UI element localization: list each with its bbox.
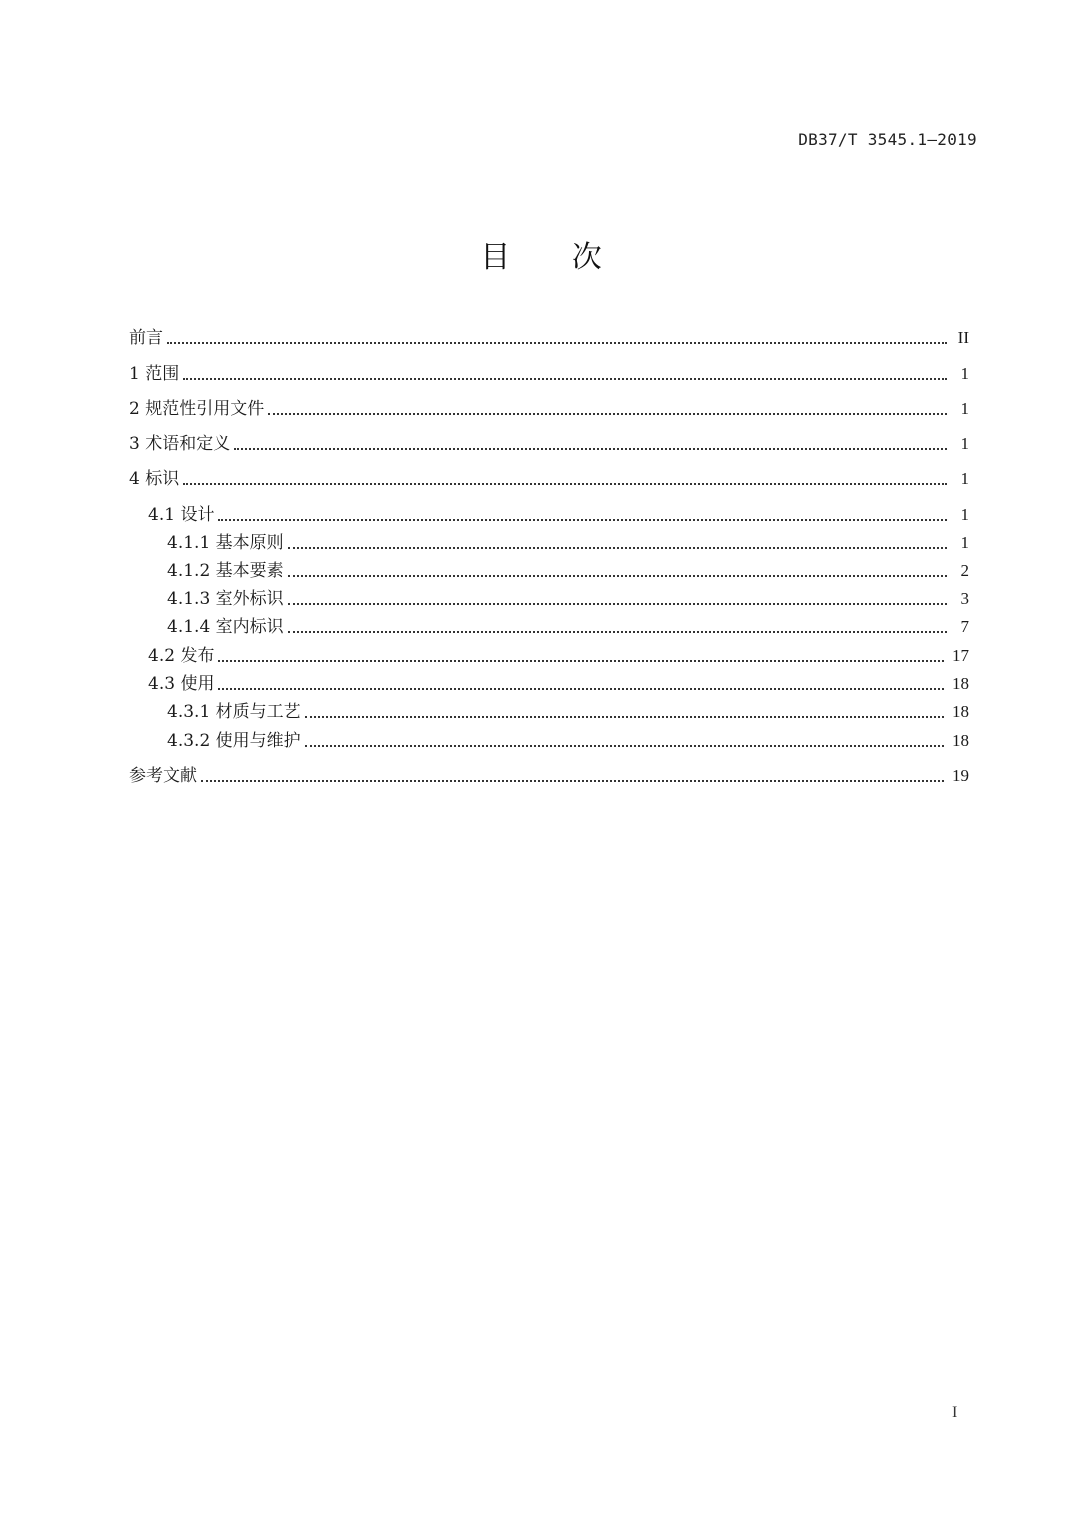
toc-dot-leader	[218, 636, 944, 662]
toc-entry-page: 1	[960, 364, 969, 383]
toc-entry-page: 17	[952, 646, 969, 665]
toc-entry-label: 参考文献	[129, 766, 197, 786]
toc-entry-page: 18	[952, 731, 969, 750]
toc-dot-leader	[288, 607, 947, 633]
page-number: I	[952, 1404, 958, 1421]
toc-entry-page: 2	[960, 561, 969, 580]
toc-entry-label: 前言	[129, 328, 163, 348]
toc-entry-label: 4.3.1 材质与工艺	[167, 702, 301, 722]
toc-entry-label: 4.1 设计	[148, 505, 215, 525]
toc-entry-page: 7	[960, 617, 969, 636]
toc-entry-label: 4.1.4 室内标识	[167, 617, 284, 637]
toc-entry-label: 4.1.2 基本要素	[167, 561, 284, 581]
toc-entry-label: 4.1.3 室外标识	[167, 589, 284, 609]
toc-entry-page: 1	[960, 399, 969, 418]
toc-dot-leader	[288, 579, 947, 605]
toc-entry-label: 4.2 发布	[148, 646, 215, 666]
toc-dot-leader	[218, 664, 944, 690]
toc-dot-leader	[183, 459, 947, 485]
toc-entry-page: 18	[952, 674, 969, 693]
toc-entry-label: 4.3.2 使用与维护	[167, 731, 301, 751]
toc-dot-leader	[201, 756, 944, 782]
toc-entry-page: 19	[952, 766, 969, 785]
toc-entry-label: 4.3 使用	[148, 674, 215, 694]
toc-entry-page: 3	[960, 589, 969, 608]
toc-entry-page: 1	[960, 434, 969, 453]
toc-dot-leader	[234, 424, 947, 450]
toc-entry[interactable]	[129, 362, 969, 386]
toc-entry[interactable]	[129, 467, 969, 491]
toc-dot-leader	[305, 721, 944, 747]
toc-dot-leader	[167, 318, 947, 344]
toc-entry-label: 2 规范性引用文件	[129, 399, 265, 419]
toc-dot-leader	[183, 354, 947, 380]
toc-entry-label: 4 标识	[129, 469, 180, 489]
toc-dot-leader	[268, 389, 947, 415]
toc-entry-page: 18	[952, 702, 969, 721]
page-title: 目 次	[480, 240, 628, 275]
toc-dot-leader	[288, 551, 947, 577]
toc-entry[interactable]	[129, 326, 969, 350]
toc-entry-label: 4.1.1 基本原则	[167, 533, 284, 553]
toc-entry-label: 3 术语和定义	[129, 434, 231, 454]
toc-entry[interactable]	[129, 764, 969, 788]
toc-entry-page: 1	[960, 533, 969, 552]
toc-dot-leader	[218, 495, 947, 521]
toc-entry[interactable]	[167, 729, 969, 753]
toc-entry-page: II	[957, 328, 969, 347]
toc-entry[interactable]	[129, 432, 969, 456]
toc-entry[interactable]	[129, 397, 969, 421]
toc-entry-label: 1 范围	[129, 364, 180, 384]
toc-dot-leader	[288, 523, 947, 549]
toc-dot-leader	[305, 692, 944, 718]
toc-entry-page: 1	[960, 505, 969, 524]
toc-entry-page: 1	[960, 469, 969, 488]
document-code: DB37/T 3545.1—2019	[798, 130, 977, 149]
